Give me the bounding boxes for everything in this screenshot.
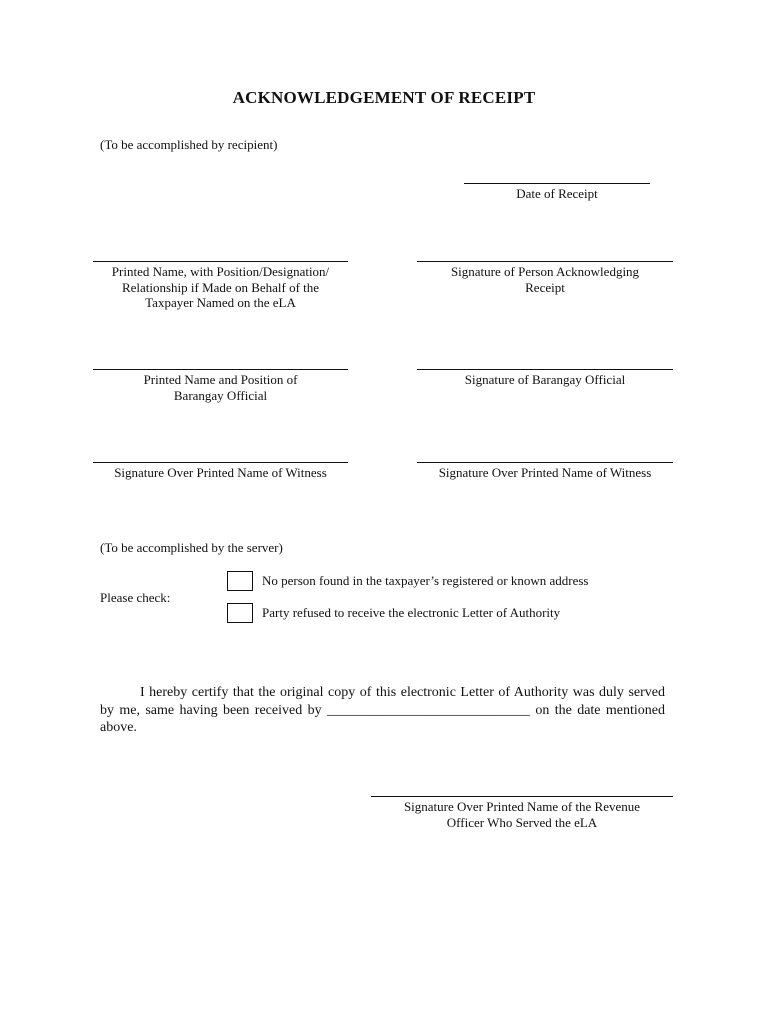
witness-right-label: Signature Over Printed Name of Witness [438, 465, 652, 480]
received-by-blank[interactable]: _____________________________ [326, 702, 530, 718]
date-of-receipt-block [464, 183, 650, 202]
party-refused-checkbox[interactable] [227, 603, 253, 623]
revenue-officer-label: Signature Over Printed Name of the Revenue Officer Who Served the eLA [403, 799, 641, 830]
witness-left-block [93, 462, 348, 481]
recipient-note: (To be accomplished by recipient) [100, 137, 278, 152]
witness-right-block [417, 462, 673, 481]
printed-name-barangay-label: Printed Name and Position of Barangay Official [143, 372, 298, 403]
person-acknowledging-block [417, 261, 673, 295]
certification-text-end: on the date mentioned above. [100, 702, 665, 735]
no-person-found-label: No person found in the taxpayer’s registered or known address [262, 573, 589, 588]
barangay-signature-block [417, 369, 673, 388]
date-of-receipt-label: Date of Receipt [516, 186, 598, 201]
printed-name-position-block [93, 261, 348, 311]
revenue-officer-block [371, 796, 673, 830]
certification-text-start: I hereby certify that the original copy of this electronic Letter of Authority was duly served by me, same having been received by [100, 685, 665, 718]
no-person-found-checkbox[interactable] [227, 571, 253, 591]
witness-left-label: Signature Over Printed Name of Witness [114, 465, 327, 480]
server-note: (To be accomplished by the server) [100, 540, 283, 555]
party-refused-label: Party refused to receive the electronic Letter of Authority [262, 605, 561, 620]
printed-name-barangay-block [93, 369, 348, 403]
document-title: ACKNOWLEDGEMENT OF RECEIPT [232, 88, 536, 107]
printed-name-position-label: Printed Name, with Position/Designation/ Relationship if Made on Behalf of the Taxpayer Named on the eLA [111, 264, 330, 310]
please-check-label: Please check: [100, 590, 171, 605]
barangay-signature-label: Signature of Barangay Official [464, 372, 626, 387]
person-acknowledging-label: Signature of Person Acknowledging Receipt [450, 264, 640, 295]
certification-paragraph [100, 684, 665, 737]
